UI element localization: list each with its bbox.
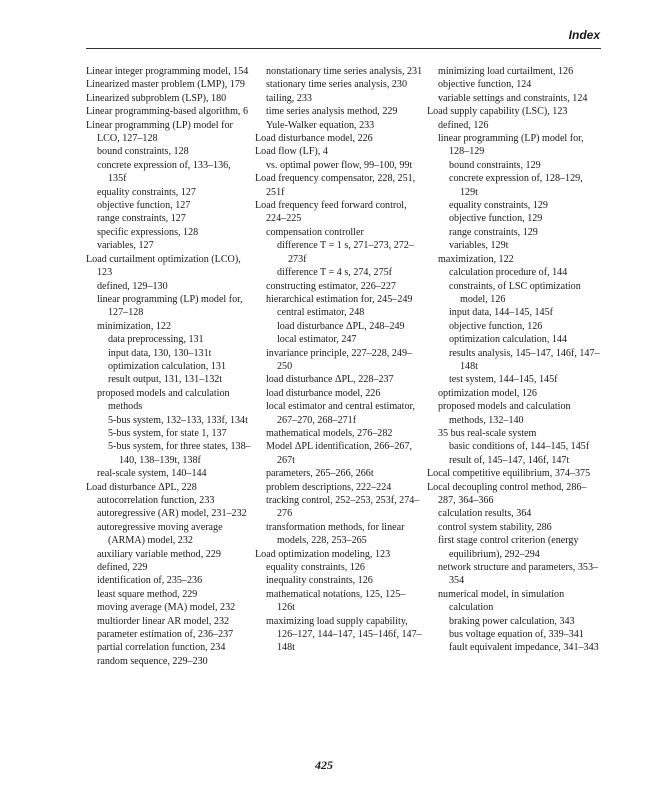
index-entry: equality constraints, 127	[97, 186, 196, 198]
index-entry: bus voltage equation of, 339–341	[449, 629, 584, 641]
index-entry: variable settings and constraints, 124	[438, 92, 588, 104]
index-entry: compensation controller	[266, 226, 364, 238]
index-entry: basic conditions of, 144–145, 145f	[449, 441, 590, 453]
index-entry: Yule-Walker equation, 233	[266, 119, 375, 131]
index-entry: Load supply capability (LSC), 123	[427, 106, 568, 118]
index-entry: constraints, of LSC optimization model, 126	[449, 280, 581, 305]
index-entry: problem descriptions, 222–224	[266, 481, 392, 493]
index-entry: 35 bus real-scale system	[438, 427, 537, 439]
index-entry: multiorder linear AR model, 232	[97, 615, 230, 627]
index-column-2	[255, 65, 423, 655]
index-entry: control system stability, 286	[438, 521, 552, 533]
index-entry: moving average (MA) model, 232	[97, 602, 236, 614]
index-entry: range constraints, 127	[97, 213, 186, 225]
index-entry: variables, 127	[97, 240, 154, 252]
index-entry: input data, 144–145, 145f	[449, 307, 554, 319]
index-entry: results analysis, 145–147, 146f, 147–148t	[449, 347, 600, 372]
index-entry: load disturbance ΔPL, 248–249	[277, 320, 405, 332]
index-entry: identification of, 235–236	[97, 575, 203, 587]
index-entry: objective function, 127	[97, 200, 191, 212]
index-entry: equality constraints, 129	[449, 200, 548, 212]
index-entry: random sequence, 229–230	[97, 655, 208, 667]
index-entry: Load optimization modeling, 123	[255, 548, 391, 560]
index-entry: mathematical notations, 125, 125–126t	[266, 588, 406, 614]
index-entry: Linear programming (LP) model for LCO, 127–128	[86, 119, 233, 145]
index-entry: 5-bus system, for three states, 138–140, 138–139t, 138f	[108, 441, 251, 466]
index-entry: parameters, 265–266, 266t	[266, 468, 374, 480]
index-entry: local estimator, 247	[277, 334, 357, 346]
index-entry: concrete expression of, 128–129, 129t	[449, 173, 583, 198]
index-entry: optimization model, 126	[438, 387, 537, 399]
index-entry: first stage control criterion (energy equilibrium), 292–294	[438, 535, 579, 560]
index-entry: calculation procedure of, 144	[449, 267, 568, 279]
index-entry: real-scale system, 140–144	[97, 468, 207, 480]
index-entry: objective function, 124	[438, 79, 532, 91]
index-entry: Load disturbance ΔPL, 228	[86, 481, 197, 493]
index-entry: tailing, 233	[266, 92, 312, 104]
index-entry: central estimator, 248	[277, 307, 365, 319]
index-entry: result output, 131, 131–132t	[108, 374, 223, 386]
index-entry: partial correlation function, 234	[97, 642, 226, 654]
index-entry: Load flow (LF), 4	[255, 146, 328, 158]
index-entry: test system, 144–145, 145f	[449, 374, 558, 386]
index-entry: Linear programming-based algorithm, 6	[86, 106, 249, 118]
index-entry: least square method, 229	[97, 588, 198, 600]
index-entry: mathematical models, 276–282	[266, 427, 393, 439]
index-entry: minimizing load curtailment, 126	[438, 66, 574, 77]
header-rule	[86, 48, 601, 49]
index-column-3	[427, 65, 602, 655]
index-entry: autoregressive moving average (ARMA) model, 232	[97, 521, 223, 547]
running-header: Index	[568, 28, 600, 42]
index-entry: 5-bus system, for state 1, 137	[108, 427, 227, 439]
index-entry: Linearized subproblem (LSP), 180	[86, 92, 227, 104]
index-entry: braking power calculation, 343	[449, 615, 575, 627]
index-entry: objective function, 129	[449, 213, 543, 225]
index-entry: auxiliary variable method, 229	[97, 548, 221, 560]
index-entry: Load disturbance model, 226	[255, 133, 373, 145]
page-number: 425	[315, 758, 333, 772]
index-entry: nonstationary time series analysis, 231	[266, 66, 423, 77]
index-entry: Linearized master problem (LMP), 179	[86, 79, 245, 91]
index-entry: minimization, 122	[97, 320, 172, 332]
index-entry: 5-bus system, 132–133, 133f, 134t	[108, 414, 248, 426]
index-entry: objective function, 126	[449, 320, 543, 332]
index-entry: defined, 129–130	[97, 280, 168, 292]
index-entry: maximizing load supply capability, 126–127, 144–147, 145–146f, 147–148t	[266, 615, 422, 654]
index-entry: variables, 129t	[449, 240, 509, 252]
index-column-1	[86, 65, 251, 668]
index-entry: Local competitive equilibrium, 374–375	[427, 468, 591, 480]
index-entry: constructing estimator, 226–227	[266, 280, 396, 292]
index-entry: maximization, 122	[438, 253, 514, 265]
index-entry: data preprocessing, 131	[108, 334, 204, 346]
index-entry: stationary time series analysis, 230	[266, 79, 408, 91]
index-entry: Model ΔPL identification, 266–267, 267t	[266, 441, 413, 466]
index-entry: optimization calculation, 144	[449, 334, 568, 346]
index-entry: equality constraints, 126	[266, 562, 365, 574]
index-entry: tracking control, 252–253, 253f, 274–276	[266, 495, 420, 520]
index-entry: Load curtailment optimization (LCO), 123	[86, 253, 241, 279]
index-entry: proposed models and calculation methods	[97, 387, 230, 413]
index-entry: defined, 229	[97, 562, 148, 574]
index-entry: Local decoupling control method, 286–287, 364–366	[427, 481, 587, 506]
index-entry: transformation methods, for linear models, 228, 253–265	[266, 521, 405, 547]
index-entry: inequality constraints, 126	[266, 575, 373, 587]
index-entry: bound constraints, 128	[97, 146, 189, 158]
index-entry: fault equivalent impedance, 341–343	[449, 642, 599, 654]
index-entry: local estimator and central estimator, 267–270, 268–271f	[266, 401, 415, 426]
index-entry: load disturbance ΔPL, 228–237	[266, 374, 394, 386]
index-entry: parameter estimation of, 236–237	[97, 629, 234, 641]
index-entry: linear programming (LP) model for, 127–128	[97, 293, 243, 319]
index-entry: concrete expression of, 133–136, 135f	[97, 159, 231, 185]
index-entry: bound constraints, 129	[449, 159, 541, 171]
index-entry: invariance principle, 227–228, 249–250	[266, 347, 413, 372]
index-entry: range constraints, 129	[449, 226, 538, 238]
index-entry: proposed models and calculation methods, 132–140	[438, 401, 571, 426]
index-entry: Linear integer programming model, 154	[86, 66, 249, 77]
index-entry: defined, 126	[438, 119, 489, 131]
index-entry: difference T = 4 s, 274, 275f	[277, 267, 393, 279]
index-entry: network structure and parameters, 353–354	[438, 562, 599, 587]
index-entry: Load frequency compensator, 228, 251, 251f	[255, 173, 416, 198]
index-entry: optimization calculation, 131	[108, 360, 227, 372]
index-entry: hierarchical estimation for, 245–249	[266, 293, 413, 305]
index-entry: linear programming (LP) model for, 128–129	[438, 133, 584, 158]
index-entry: numerical model, in simulation calculation	[438, 588, 565, 614]
index-entry: vs. optimal power flow, 99–100, 99t	[266, 159, 413, 171]
index-entry: input data, 130, 130–131t	[108, 347, 212, 359]
index-entry: result of, 145–147, 146f, 147t	[449, 454, 570, 466]
index-entry: calculation results, 364	[438, 508, 532, 520]
index-entry: difference T = 1 s, 271–273, 272–273f	[277, 240, 414, 265]
index-entry: autocorrelation function, 233	[97, 495, 215, 506]
index-entry: Load frequency feed forward control, 224–225	[255, 200, 407, 225]
index-entry: load disturbance model, 226	[266, 387, 381, 399]
index-entry: time series analysis method, 229	[266, 106, 398, 118]
index-entry: autoregressive (AR) model, 231–232	[97, 508, 247, 520]
index-entry: specific expressions, 128	[97, 226, 199, 238]
